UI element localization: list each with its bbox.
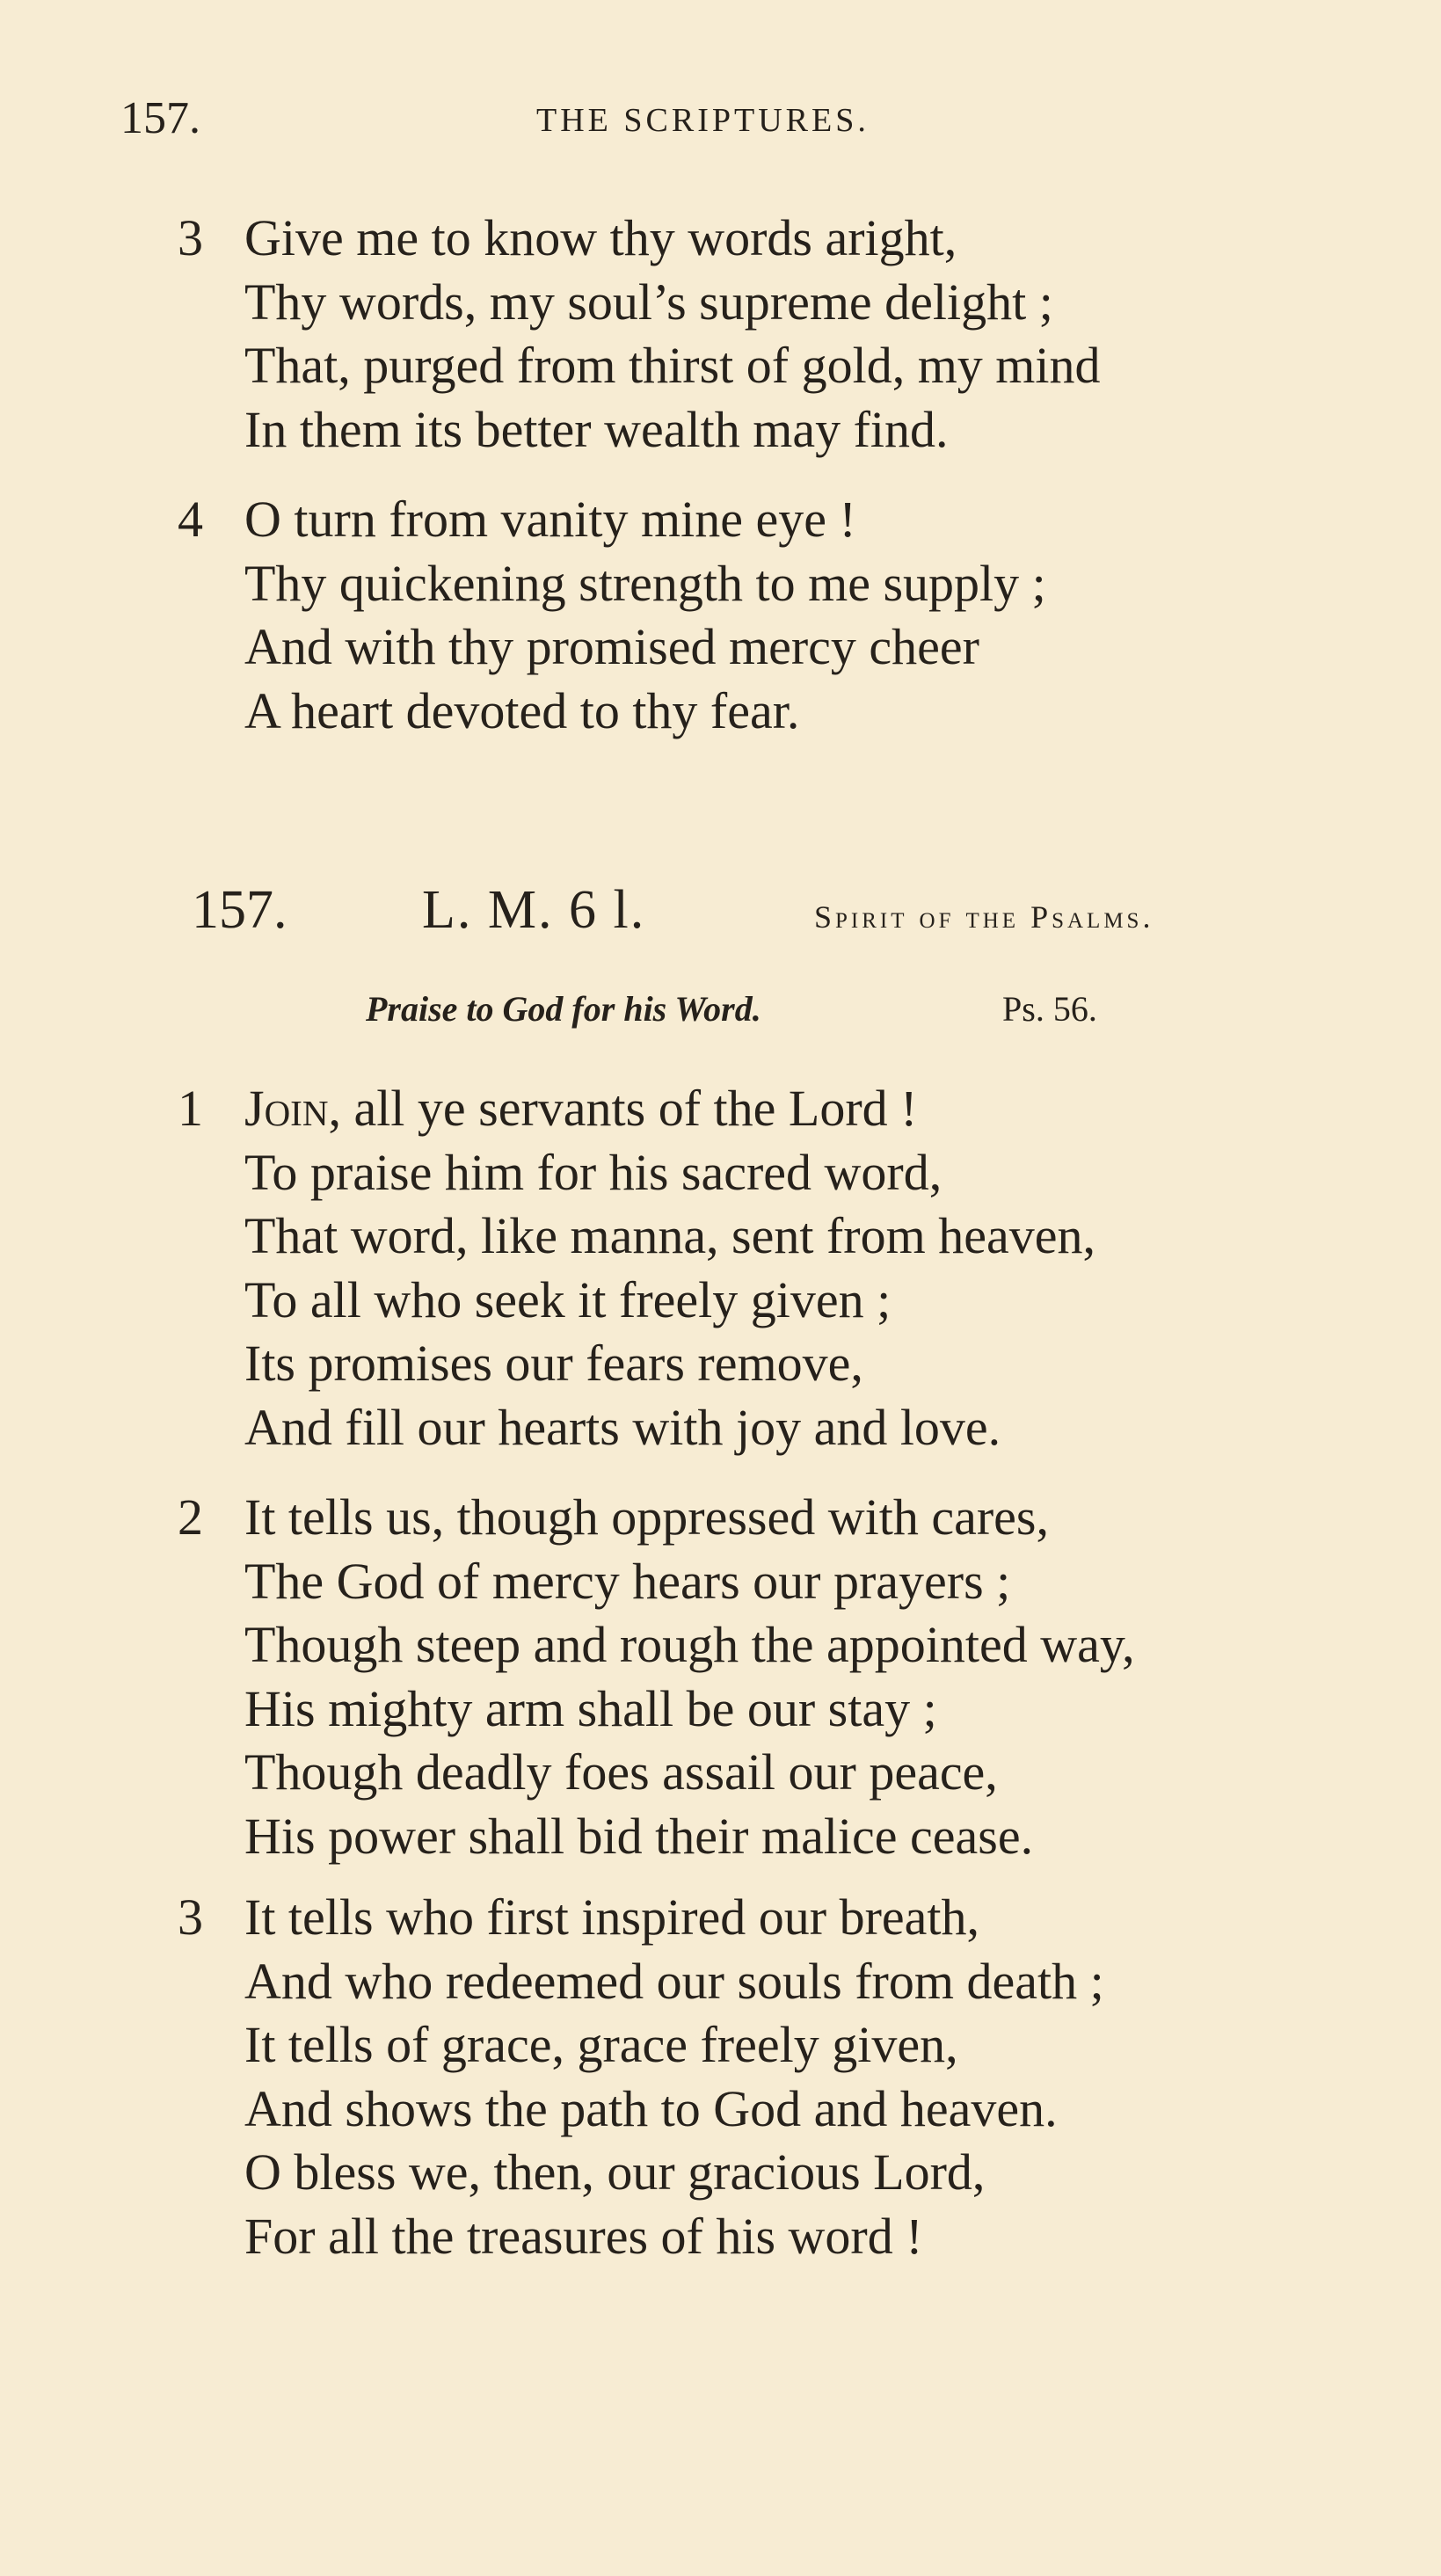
verse-line: That, purged from thirst of gold, my mind (244, 337, 1101, 394)
verse-line: A heart devoted to thy fear. (244, 681, 800, 739)
verse-line: And who redeemed our souls from death ; (244, 1952, 1104, 2010)
verse-line: Thy quickening strength to me supply ; (244, 554, 1046, 612)
verse-line: Though steep and rough the appointed way, (244, 1616, 1135, 1673)
verse-line (244, 1077, 917, 1141)
verse-line: That word, like manna, sent from heaven, (244, 1207, 1095, 1264)
verse-line: It tells who first inspired our breath, (244, 1888, 979, 1946)
verse-line: And fill our hearts with joy and love. (244, 1398, 1001, 1456)
verse-line: The God of mercy hears our prayers ; (244, 1552, 1011, 1610)
first-word: Join (244, 1080, 329, 1137)
verse-line: Though deadly foes assail our peace, (244, 1743, 998, 1801)
stanza-number: 1 (178, 1080, 203, 1137)
hymn-header (0, 879, 1441, 950)
verse-line: To praise him for his sacred word, (244, 1143, 942, 1201)
hymn-meter: L. M. 6 l. (422, 880, 646, 940)
stanza-number: 2 (178, 1488, 203, 1546)
hymn-source: Spirit of the Psalms. (814, 899, 1154, 935)
verse-line: Give me to know thy words aright, (244, 209, 957, 266)
verse-line: To all who seek it freely given ; (244, 1270, 892, 1328)
hymn-subtitle (0, 988, 1441, 1041)
stanza-number: 4 (178, 491, 203, 548)
verse-line: It tells us, though oppressed with cares, (244, 1488, 1049, 1546)
verse-line: O turn from vanity mine eye ! (244, 491, 856, 548)
hymn-number: 157. (192, 880, 287, 940)
subtitle-text: Praise to God for his Word. (366, 989, 761, 1029)
verse-line: In them its better wealth may find. (244, 400, 949, 458)
scripture-reference: Ps. 56. (1002, 989, 1097, 1029)
verse-line: It tells of grace, grace freely given, (244, 2016, 958, 2073)
first-line-rest: , all ye servants of the Lord ! (328, 1080, 918, 1137)
stanza-number: 3 (178, 209, 203, 266)
verse-line: His power shall bid their malice cease. (244, 1807, 1034, 1865)
stanza-number: 3 (178, 1888, 203, 1946)
verse-line: And with thy promised mercy cheer (244, 618, 979, 675)
running-title: THE SCRIPTURES. (536, 102, 870, 139)
page-number: 157. (120, 93, 200, 143)
verse-line: Thy words, my soul’s supreme delight ; (244, 273, 1053, 331)
verse-line: O bless we, then, our gracious Lord, (244, 2143, 986, 2201)
verse-line: And shows the path to God and heaven. (244, 2079, 1058, 2137)
verse-line: Its promises our fears remove, (244, 1335, 863, 1392)
running-head (0, 92, 1441, 145)
verse-line: For all the treasures of his word ! (244, 2207, 923, 2265)
verse-line: His mighty arm shall be our stay ; (244, 1679, 937, 1737)
